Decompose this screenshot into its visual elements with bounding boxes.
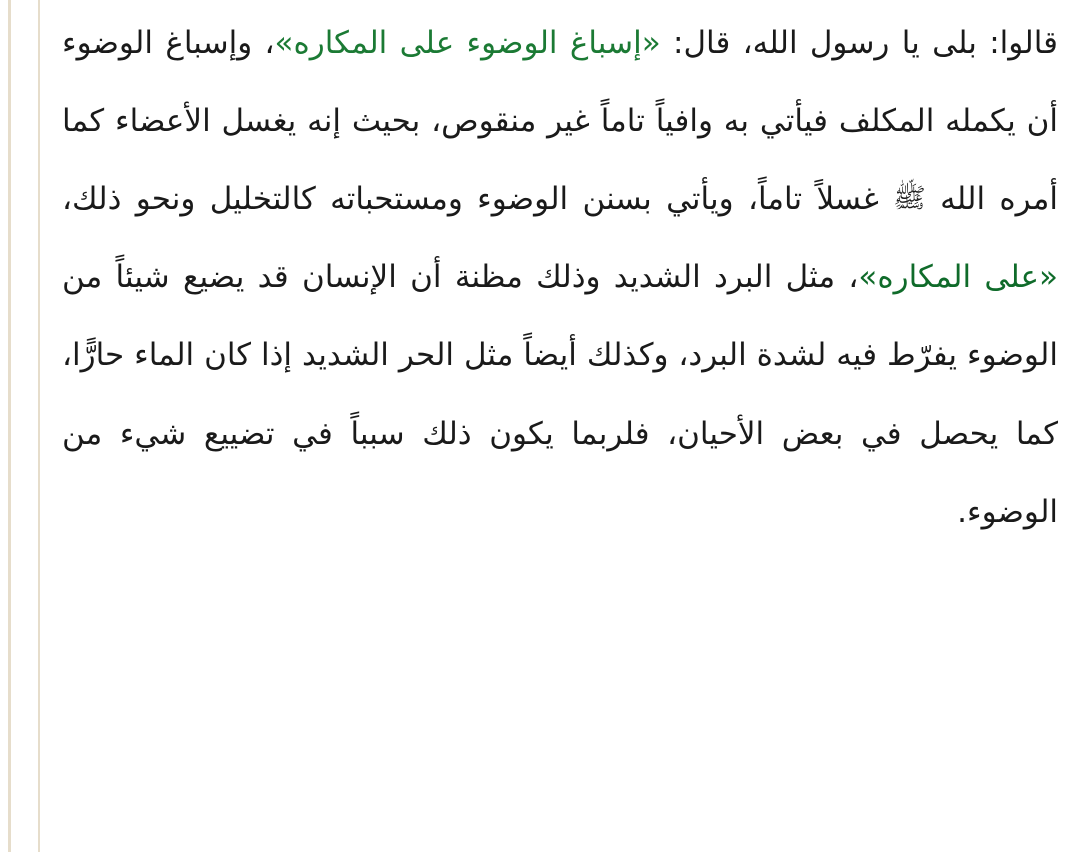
sallallahu-alayhi-wasallam-glyph: ﷺ	[893, 183, 926, 215]
text-segment-1: قالوا: بلى يا رسول الله، قال:	[660, 25, 1058, 61]
document-content	[48, 0, 1080, 852]
text-segment-4: ، مثل البرد الشديد وذلك مظنة أن الإنسان قد يضيع شيئاً من الوضوء يفرّط فيه لشدة البرد، وكذلك أيضاً مثل الحر الشديد إذا كان الماء حارًّا، كما يحصل في بعض الأحيان، فلربما يكون ذلك سبباً في تضييع شيء من الوضوء.	[62, 259, 1058, 530]
hadith-quote-2: «على المكاره»	[858, 259, 1058, 296]
text-segment-3: غسلاً تاماً، ويأتي بسنن الوضوء ومستحباته كالتخليل ونحو ذلك،	[62, 181, 894, 218]
text-segment-2: ، وإسباغ الوضوء أن يكمله المكلف فيأتي به وافياً تاماً غير منقوص، بحيث إنه يغسل الأعضاء كما أمره الله	[62, 25, 1058, 218]
body-paragraph	[62, 4, 1058, 551]
frame-rule-inner	[38, 0, 40, 852]
page-left-frame	[0, 0, 40, 852]
hadith-quote-1: «إسباغ الوضوء على المكاره»	[274, 25, 661, 61]
frame-rule-outer	[8, 0, 11, 852]
